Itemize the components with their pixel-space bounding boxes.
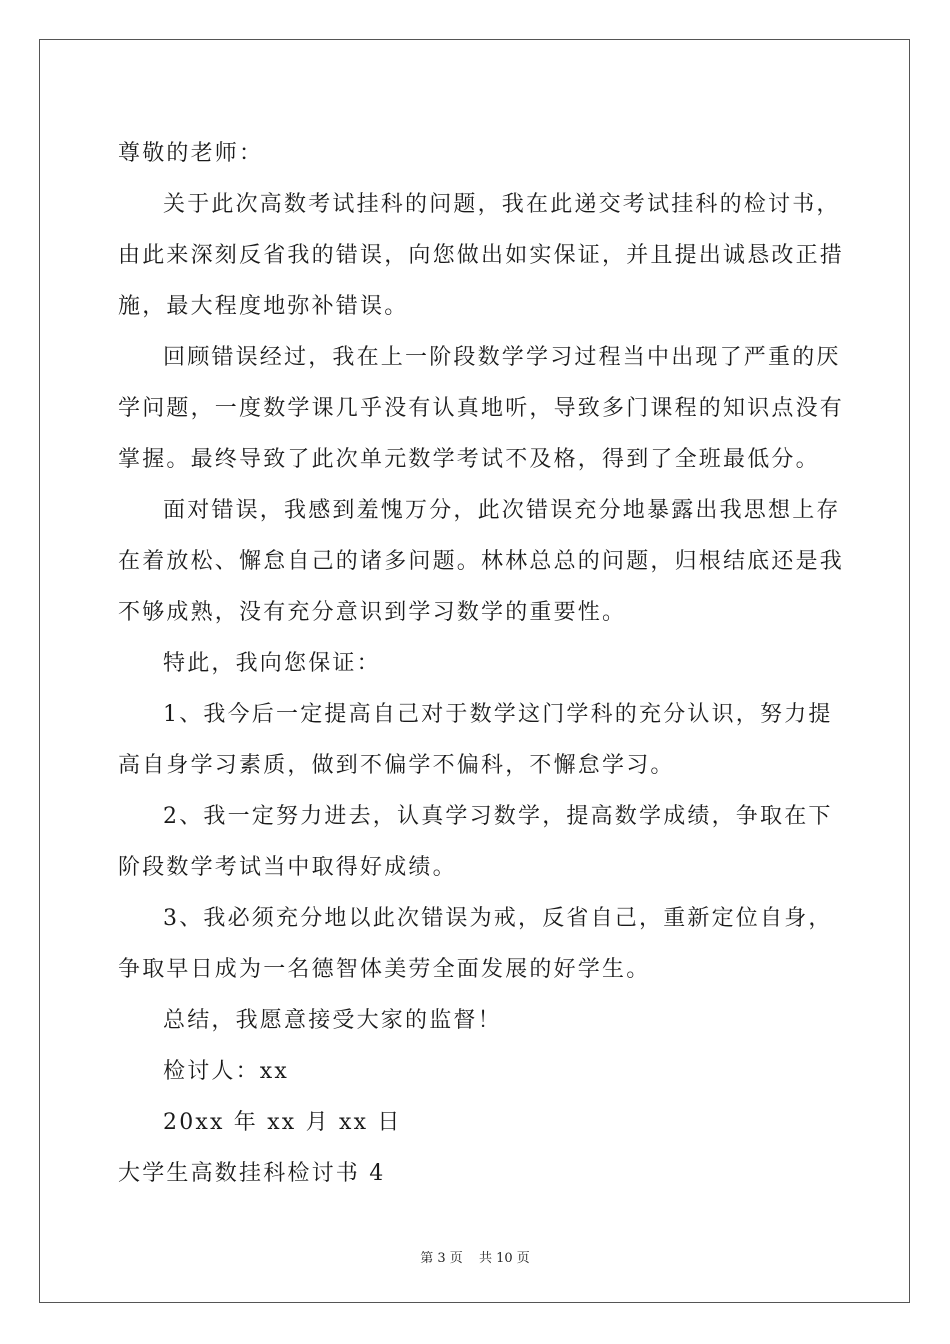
paragraph-line: 学问题，一度数学课几乎没有认真地听，导致多门课程的知识点没有	[118, 396, 845, 421]
list-item-line: 阶段数学考试当中取得好成绩。	[118, 855, 457, 880]
paragraph-line: 施，最大程度地弥补错误。	[118, 294, 409, 319]
list-item-line: 高自身学习素质，做到不偏学不偏科，不懈怠学习。	[118, 753, 675, 778]
page-number: 第 3 页	[420, 1251, 463, 1266]
paragraph-line: 特此，我向您保证：	[163, 651, 381, 676]
paragraph-line: 关于此次高数考试挂科的问题，我在此递交考试挂科的检讨书，	[163, 192, 841, 217]
date-line: 20xx 年 xx 月 xx 日	[163, 1110, 402, 1135]
page-footer	[0, 1247, 950, 1266]
signer-line: 检讨人：xx	[163, 1059, 290, 1084]
closing-line: 总结，我愿意接受大家的监督！	[163, 1008, 502, 1033]
paragraph-line: 面对错误，我感到羞愧万分，此次错误充分地暴露出我思想上存	[163, 498, 841, 523]
paragraph-line: 在着放松、懈怠自己的诸多问题。林林总总的问题，归根结底还是我	[118, 549, 845, 574]
list-item-line: 1、我今后一定提高自己对于数学这门学科的充分认识，努力提	[163, 702, 833, 727]
salutation: 尊敬的老师：	[118, 141, 264, 166]
paragraph-line: 由此来深刻反省我的错误，向您做出如实保证，并且提出诚恳改正措	[118, 243, 845, 268]
list-item-line: 争取早日成为一名德智体美劳全面发展的好学生。	[118, 957, 651, 982]
section-heading: 大学生高数挂科检讨书 4	[118, 1161, 386, 1186]
paragraph-line: 掌握。最终导致了此次单元数学考试不及格，得到了全班最低分。	[118, 447, 820, 472]
list-item-line: 2、我一定努力进去，认真学习数学，提高数学成绩，争取在下	[163, 804, 833, 829]
list-item-line: 3、我必须充分地以此次错误为戒，反省自己，重新定位自身，	[163, 906, 833, 931]
document-body	[118, 128, 845, 1199]
page-total: 共 10 页	[478, 1251, 530, 1266]
paragraph-line: 不够成熟，没有充分意识到学习数学的重要性。	[118, 600, 627, 625]
paragraph-line: 回顾错误经过，我在上一阶段数学学习过程当中出现了严重的厌	[163, 345, 841, 370]
